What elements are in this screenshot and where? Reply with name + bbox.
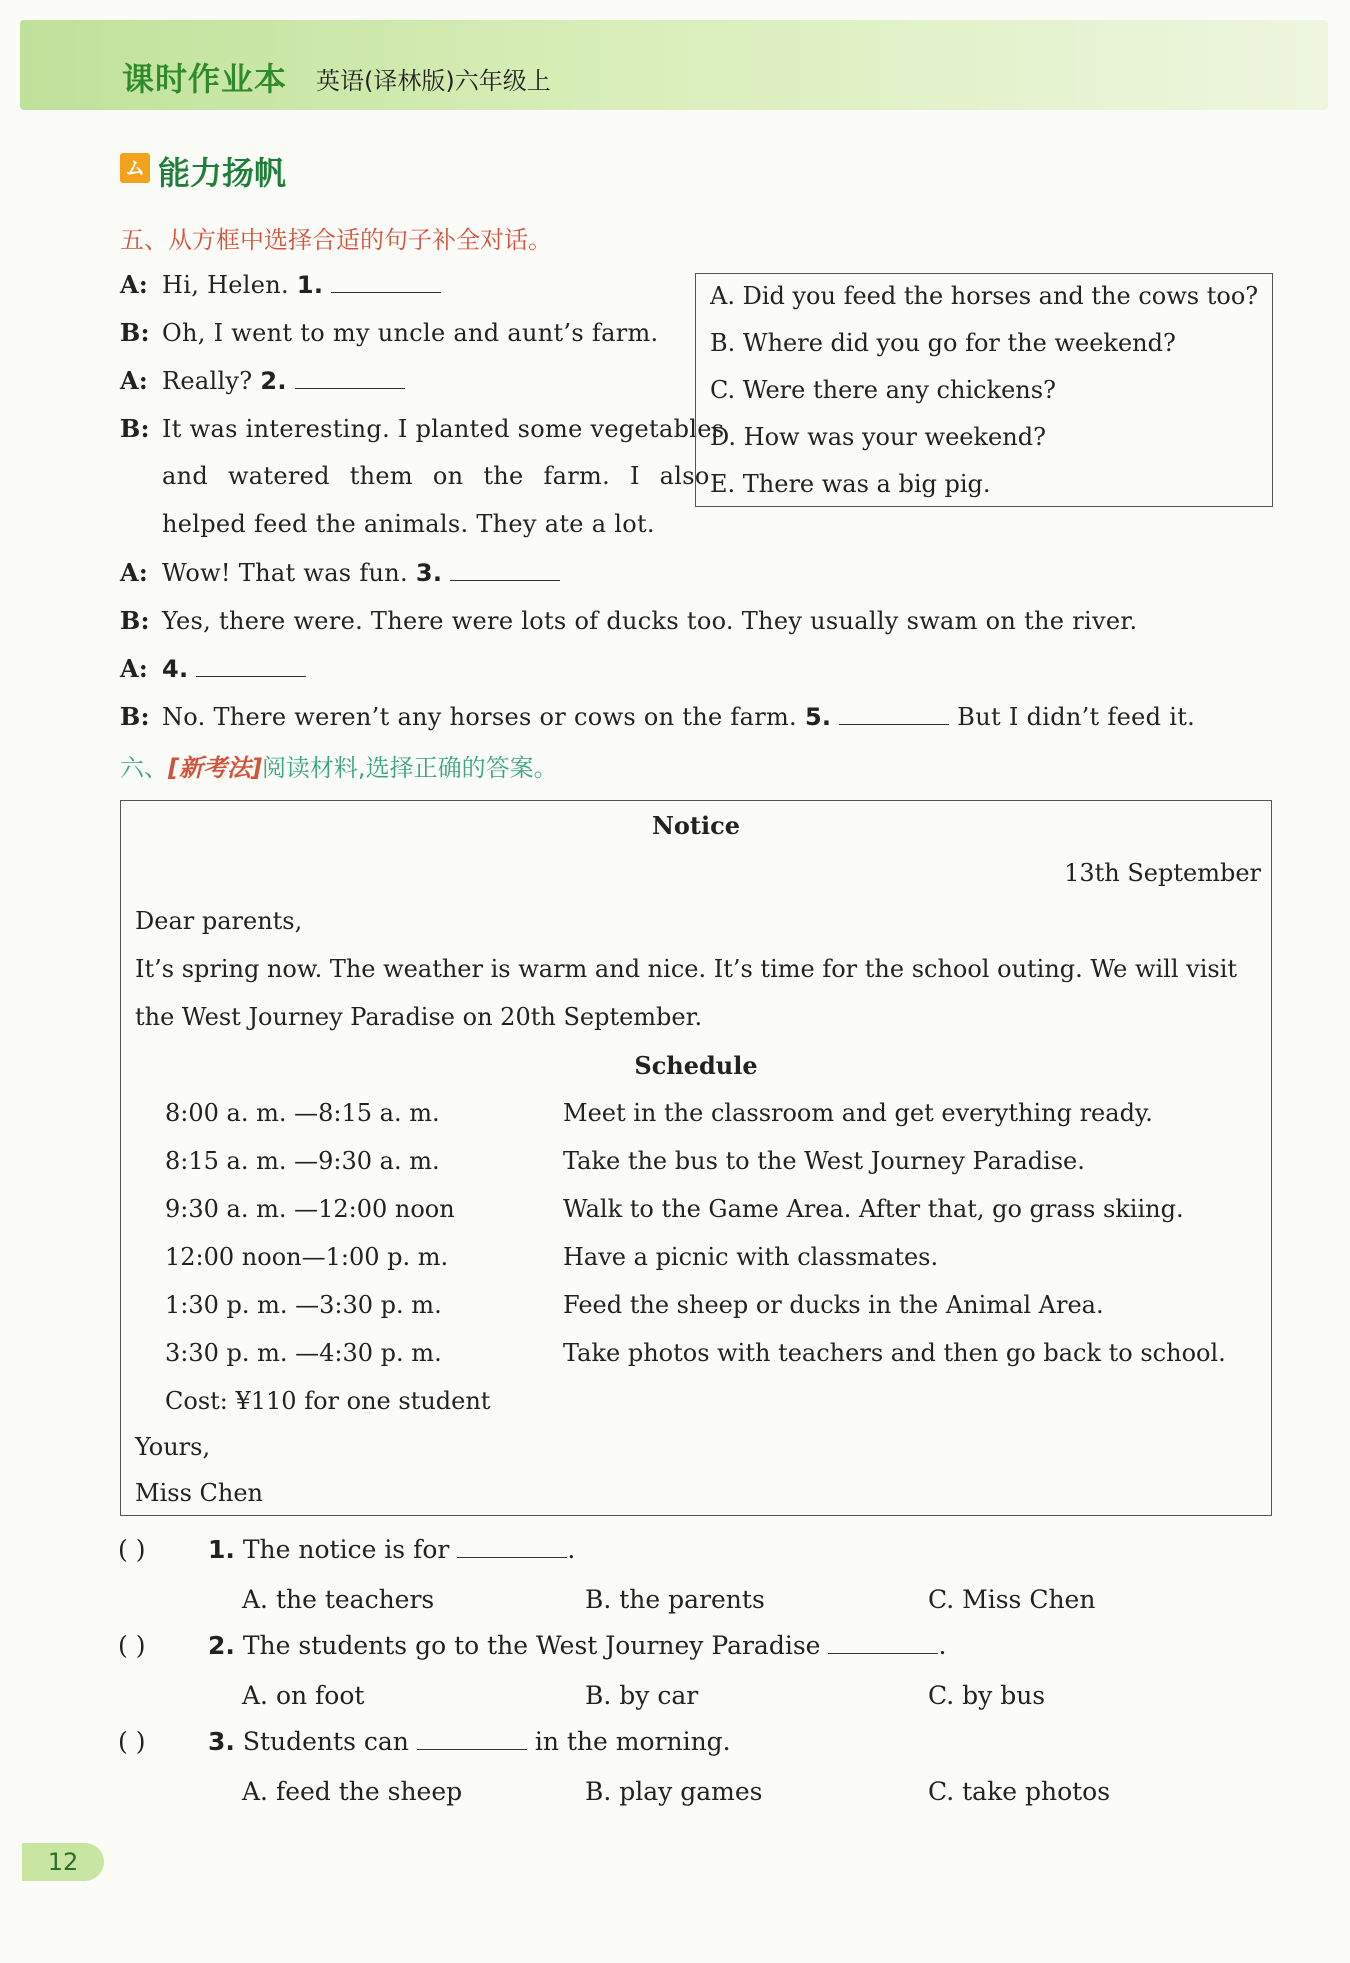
choice-2a[interactable]: A. on foot <box>242 1681 365 1710</box>
question-2: 2. The students go to the West Journey Paradise . <box>208 1631 947 1660</box>
schedule-time: 12:00 noon—1:00 p. m. <box>165 1243 449 1271</box>
notice-closing: Yours, <box>135 1433 211 1461</box>
schedule-activity: Take the bus to the West Journey Paradise. <box>563 1147 1085 1175</box>
choice-2c[interactable]: C. by bus <box>928 1681 1046 1710</box>
notice-greeting: Dear parents, <box>135 907 303 935</box>
dialogue-line: A: Hi, Helen. 1. <box>120 270 441 299</box>
section-icon: ム <box>120 153 150 183</box>
question-1: 1. The notice is for . <box>208 1535 576 1564</box>
dialogue-line: B: No. There weren’t any horses or cows on the farm. 5. But I didn’t feed it. <box>120 702 1196 731</box>
option-c: C. Were there any chickens? <box>710 376 1056 404</box>
question-blank-1[interactable] <box>457 1535 567 1558</box>
choice-3a[interactable]: A. feed the sheep <box>242 1777 463 1806</box>
book-title: 课时作业本 <box>122 60 288 98</box>
choice-2b[interactable]: B. by car <box>585 1681 699 1710</box>
dialogue-line: A: 4. <box>120 654 306 683</box>
notice-date: 13th September <box>1064 859 1261 887</box>
notice-box <box>120 800 1272 1516</box>
options-box <box>695 273 1273 507</box>
schedule-activity: Have a picnic with classmates. <box>563 1243 939 1271</box>
schedule-activity: Meet in the classroom and get everything ready. <box>563 1099 1153 1127</box>
schedule-time: 9:30 a. m. —12:00 noon <box>165 1195 455 1223</box>
answer-paren-2[interactable]: ( ) <box>118 1631 146 1660</box>
answer-blank-5[interactable] <box>839 702 949 725</box>
new-method-tag: [新考法] <box>168 754 262 782</box>
schedule-time: 1:30 p. m. —3:30 p. m. <box>165 1291 442 1319</box>
option-a: A. Did you feed the horses and the cows too? <box>710 282 1259 310</box>
dialogue-line: B: Oh, I went to my uncle and aunt’s farm. <box>120 318 659 347</box>
schedule-title: Schedule <box>634 1051 758 1080</box>
dialogue-line: B: It was interesting. I planted some vegetables <box>120 414 725 443</box>
dialogue-line: helped feed the animals. They ate a lot. <box>162 510 655 538</box>
section-title: 能力扬帆 <box>158 154 287 192</box>
choice-1c[interactable]: C. Miss Chen <box>928 1585 1096 1614</box>
book-subtitle: 英语(译林版)六年级上 <box>316 67 551 95</box>
schedule-activity: Walk to the Game Area. After that, go grass skiing. <box>563 1195 1184 1223</box>
schedule-time: 8:15 a. m. —9:30 a. m. <box>165 1147 440 1175</box>
page-number: 12 <box>22 1843 104 1881</box>
choice-3c[interactable]: C. take photos <box>928 1777 1111 1806</box>
schedule-activity: Feed the sheep or ducks in the Animal Area. <box>563 1291 1104 1319</box>
answer-paren-1[interactable]: ( ) <box>118 1535 146 1564</box>
question-blank-3[interactable] <box>417 1727 527 1750</box>
schedule-activity: Take photos with teachers and then go back to school. <box>563 1339 1226 1367</box>
choice-3b[interactable]: B. play games <box>585 1777 763 1806</box>
question-3: 3. Students can in the morning. <box>208 1727 731 1756</box>
schedule-time: 3:30 p. m. —4:30 p. m. <box>165 1339 442 1367</box>
option-e: E. There was a big pig. <box>710 470 991 498</box>
option-b: B. Where did you go for the weekend? <box>710 329 1176 357</box>
option-d: D. How was your weekend? <box>710 423 1046 451</box>
notice-cost: Cost: ¥110 for one student <box>165 1387 491 1415</box>
answer-blank-2[interactable] <box>295 366 405 389</box>
notice-body-line: It’s spring now. The weather is warm and nice. It’s time for the school outing. We will visit <box>135 955 1238 983</box>
dialogue-line: and watered them on the farm. I also <box>162 462 710 490</box>
dialogue-line: A: Really? 2. <box>120 366 405 395</box>
question-blank-2[interactable] <box>828 1631 938 1654</box>
notice-signature: Miss Chen <box>135 1479 263 1507</box>
dialogue-line: A: Wow! That was fun. 3. <box>120 558 560 587</box>
part6-instruction: 六、[新考法]阅读材料,选择正确的答案。 <box>120 754 558 782</box>
choice-1a[interactable]: A. the teachers <box>242 1585 435 1614</box>
part5-instruction: 五、从方框中选择合适的句子补全对话。 <box>120 226 552 254</box>
notice-body-line: the West Journey Paradise on 20th September. <box>135 1003 703 1031</box>
schedule-time: 8:00 a. m. —8:15 a. m. <box>165 1099 440 1127</box>
answer-blank-3[interactable] <box>450 558 560 581</box>
dialogue-line: B: Yes, there were. There were lots of ducks too. They usually swam on the river. <box>120 606 1138 635</box>
notice-title: Notice <box>651 811 741 840</box>
answer-blank-1[interactable] <box>331 270 441 293</box>
choice-1b[interactable]: B. the parents <box>585 1585 765 1614</box>
answer-blank-4[interactable] <box>196 654 306 677</box>
answer-paren-3[interactable]: ( ) <box>118 1727 146 1756</box>
